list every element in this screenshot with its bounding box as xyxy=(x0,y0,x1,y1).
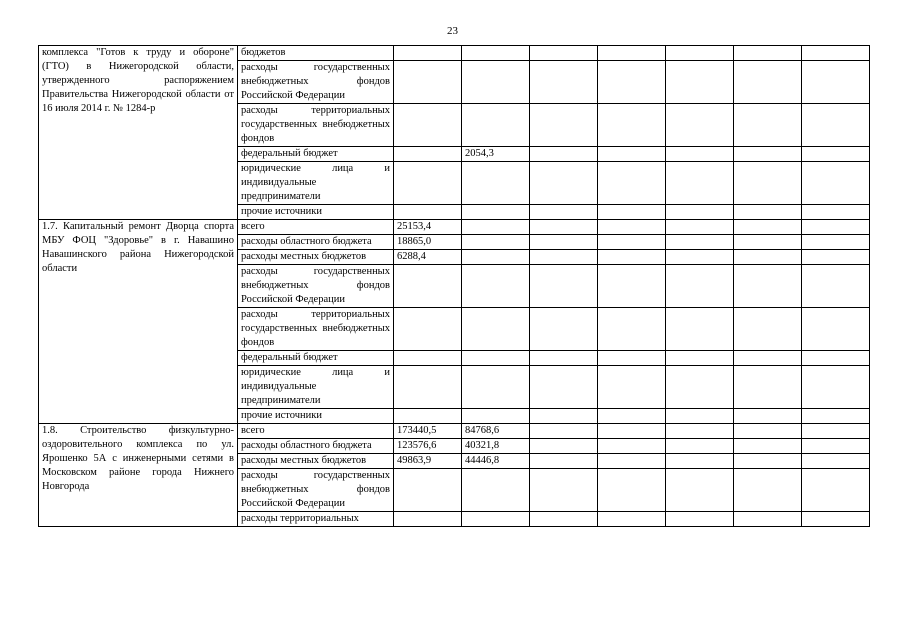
empty-cell xyxy=(802,104,870,147)
empty-cell xyxy=(666,308,734,351)
project-name-cell: 1.8. Строительство физкультурно-оздоровительного комплекса по ул. Ярошенко 5А с инженерными сетями в Московском районе города Нижнего Новгорода xyxy=(39,424,238,527)
funding-source-cell: расходы территориальных xyxy=(238,512,394,527)
value-cell xyxy=(394,512,462,527)
empty-cell xyxy=(530,104,598,147)
empty-cell xyxy=(598,512,666,527)
empty-cell xyxy=(598,454,666,469)
value-cell xyxy=(394,162,462,205)
funding-source-cell: расходы территориальных государственных внебюджетных фондов xyxy=(238,104,394,147)
empty-cell xyxy=(802,409,870,424)
value-cell xyxy=(462,46,530,61)
empty-cell xyxy=(666,351,734,366)
value-cell: 2054,3 xyxy=(462,147,530,162)
empty-cell xyxy=(802,162,870,205)
empty-cell xyxy=(666,265,734,308)
empty-cell xyxy=(734,147,802,162)
value-cell xyxy=(394,351,462,366)
value-cell xyxy=(462,104,530,147)
funding-source-cell: прочие источники xyxy=(238,409,394,424)
value-cell: 25153,4 xyxy=(394,220,462,235)
empty-cell xyxy=(802,424,870,439)
empty-cell xyxy=(598,469,666,512)
funding-source-cell: расходы государственных внебюджетных фондов Российской Федерации xyxy=(238,469,394,512)
empty-cell xyxy=(598,366,666,409)
empty-cell xyxy=(734,454,802,469)
empty-cell xyxy=(734,235,802,250)
value-cell xyxy=(462,61,530,104)
empty-cell xyxy=(802,439,870,454)
funding-source-cell: юридические лица и индивидуальные предприниматели xyxy=(238,366,394,409)
empty-cell xyxy=(666,162,734,205)
empty-cell xyxy=(666,454,734,469)
empty-cell xyxy=(598,308,666,351)
empty-cell xyxy=(666,439,734,454)
funding-source-cell: расходы областного бюджета xyxy=(238,235,394,250)
value-cell xyxy=(394,104,462,147)
empty-cell xyxy=(530,454,598,469)
empty-cell xyxy=(802,351,870,366)
table-row xyxy=(39,220,870,235)
value-cell xyxy=(394,469,462,512)
project-name-cell: комплекса "Готов к труду и обороне" (ГТО) в Нижегородской области, утвержденного распоряжением Правительства Нижегородской области от 16 июля 2014 г. № 1284-р xyxy=(39,46,238,220)
empty-cell xyxy=(530,61,598,104)
empty-cell xyxy=(530,162,598,205)
empty-cell xyxy=(666,235,734,250)
value-cell: 84768,6 xyxy=(462,424,530,439)
value-cell xyxy=(462,409,530,424)
value-cell xyxy=(462,250,530,265)
value-cell xyxy=(394,205,462,220)
empty-cell xyxy=(598,235,666,250)
empty-cell xyxy=(666,469,734,512)
empty-cell xyxy=(598,265,666,308)
value-cell xyxy=(394,46,462,61)
empty-cell xyxy=(666,104,734,147)
empty-cell xyxy=(530,366,598,409)
value-cell xyxy=(462,220,530,235)
empty-cell xyxy=(598,424,666,439)
empty-cell xyxy=(734,469,802,512)
empty-cell xyxy=(598,162,666,205)
table-row xyxy=(39,424,870,439)
empty-cell xyxy=(530,308,598,351)
funding-source-cell: расходы государственных внебюджетных фондов Российской Федерации xyxy=(238,265,394,308)
empty-cell xyxy=(598,439,666,454)
funding-source-cell: расходы государственных внебюджетных фондов Российской Федерации xyxy=(238,61,394,104)
value-cell xyxy=(394,409,462,424)
budget-table xyxy=(38,45,870,527)
funding-source-cell: расходы областного бюджета xyxy=(238,439,394,454)
empty-cell xyxy=(802,366,870,409)
empty-cell xyxy=(666,205,734,220)
value-cell xyxy=(462,469,530,512)
empty-cell xyxy=(530,409,598,424)
empty-cell xyxy=(734,162,802,205)
page-number: 23 xyxy=(447,25,458,37)
empty-cell xyxy=(530,220,598,235)
empty-cell xyxy=(530,469,598,512)
empty-cell xyxy=(734,220,802,235)
empty-cell xyxy=(530,439,598,454)
empty-cell xyxy=(734,424,802,439)
empty-cell xyxy=(734,205,802,220)
empty-cell xyxy=(734,512,802,527)
empty-cell xyxy=(530,250,598,265)
empty-cell xyxy=(802,512,870,527)
empty-cell xyxy=(666,147,734,162)
empty-cell xyxy=(734,250,802,265)
value-cell xyxy=(462,512,530,527)
empty-cell xyxy=(802,46,870,61)
empty-cell xyxy=(530,424,598,439)
empty-cell xyxy=(802,265,870,308)
empty-cell xyxy=(598,220,666,235)
value-cell xyxy=(462,351,530,366)
value-cell xyxy=(394,147,462,162)
empty-cell xyxy=(734,439,802,454)
empty-cell xyxy=(802,308,870,351)
empty-cell xyxy=(734,351,802,366)
empty-cell xyxy=(802,235,870,250)
empty-cell xyxy=(802,454,870,469)
empty-cell xyxy=(530,205,598,220)
value-cell xyxy=(394,265,462,308)
funding-source-cell: бюджетов xyxy=(238,46,394,61)
empty-cell xyxy=(666,220,734,235)
empty-cell xyxy=(598,409,666,424)
empty-cell xyxy=(598,205,666,220)
empty-cell xyxy=(598,351,666,366)
empty-cell xyxy=(530,265,598,308)
empty-cell xyxy=(802,220,870,235)
empty-cell xyxy=(666,61,734,104)
empty-cell xyxy=(734,366,802,409)
funding-source-cell: расходы местных бюджетов xyxy=(238,250,394,265)
empty-cell xyxy=(598,147,666,162)
empty-cell xyxy=(666,366,734,409)
empty-cell xyxy=(666,250,734,265)
empty-cell xyxy=(802,205,870,220)
empty-cell xyxy=(666,409,734,424)
empty-cell xyxy=(530,147,598,162)
project-name-cell: 1.7. Капитальный ремонт Дворца спорта МБУ ФОЦ "Здоровье" в г. Навашино Навашинского района Нижегородской области xyxy=(39,220,238,424)
funding-source-cell: всего xyxy=(238,424,394,439)
value-cell: 44446,8 xyxy=(462,454,530,469)
funding-source-cell: юридические лица и индивидуальные предприниматели xyxy=(238,162,394,205)
value-cell xyxy=(462,235,530,250)
empty-cell xyxy=(530,46,598,61)
value-cell: 18865,0 xyxy=(394,235,462,250)
empty-cell xyxy=(802,469,870,512)
value-cell: 173440,5 xyxy=(394,424,462,439)
value-cell xyxy=(462,366,530,409)
value-cell xyxy=(462,265,530,308)
funding-source-cell: федеральный бюджет xyxy=(238,351,394,366)
empty-cell xyxy=(530,235,598,250)
empty-cell xyxy=(734,265,802,308)
value-cell: 123576,6 xyxy=(394,439,462,454)
funding-source-cell: расходы территориальных государственных внебюджетных фондов xyxy=(238,308,394,351)
value-cell xyxy=(394,366,462,409)
value-cell xyxy=(462,162,530,205)
value-cell xyxy=(394,308,462,351)
empty-cell xyxy=(530,512,598,527)
empty-cell xyxy=(598,61,666,104)
empty-cell xyxy=(666,512,734,527)
value-cell: 49863,9 xyxy=(394,454,462,469)
value-cell: 40321,8 xyxy=(462,439,530,454)
empty-cell xyxy=(734,61,802,104)
empty-cell xyxy=(734,46,802,61)
empty-cell xyxy=(666,46,734,61)
empty-cell xyxy=(598,104,666,147)
funding-source-cell: всего xyxy=(238,220,394,235)
empty-cell xyxy=(666,424,734,439)
funding-source-cell: прочие источники xyxy=(238,205,394,220)
empty-cell xyxy=(598,46,666,61)
empty-cell xyxy=(802,61,870,104)
value-cell xyxy=(394,61,462,104)
empty-cell xyxy=(734,104,802,147)
empty-cell xyxy=(734,409,802,424)
value-cell xyxy=(462,308,530,351)
empty-cell xyxy=(802,147,870,162)
funding-source-cell: федеральный бюджет xyxy=(238,147,394,162)
empty-cell xyxy=(598,250,666,265)
value-cell xyxy=(462,205,530,220)
table-row xyxy=(39,46,870,61)
value-cell: 6288,4 xyxy=(394,250,462,265)
empty-cell xyxy=(530,351,598,366)
empty-cell xyxy=(802,250,870,265)
funding-source-cell: расходы местных бюджетов xyxy=(238,454,394,469)
empty-cell xyxy=(734,308,802,351)
